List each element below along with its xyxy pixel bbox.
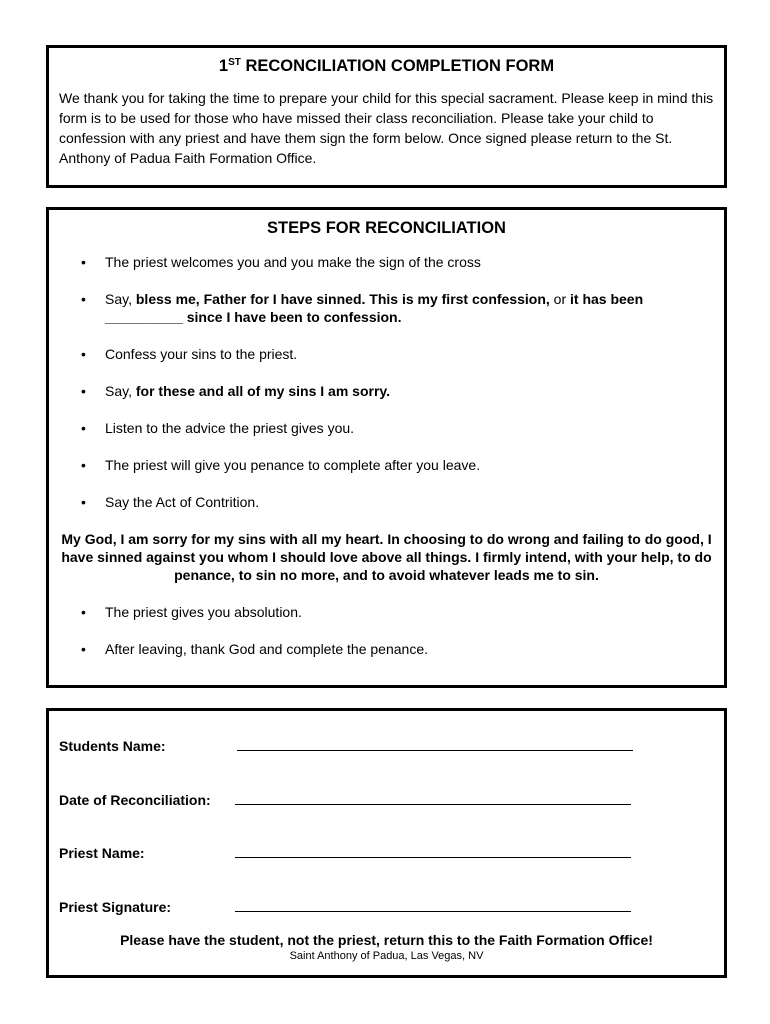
step-item: • Say the Act of Contrition.: [81, 494, 260, 510]
bullet-icon: •: [81, 494, 86, 510]
bullet-icon: •: [81, 604, 86, 620]
step-item: • The priest gives you absolution.: [81, 604, 302, 620]
step-item: • Say, bless me, Father for I have sinned. This is my first confession, or it has been __________ since I have been to confession.: [81, 291, 644, 325]
priest-name-label: Priest Name:: [59, 845, 145, 861]
step-item: • The priest will give you penance to complete after you leave.: [81, 457, 481, 473]
steps-box: [46, 207, 727, 688]
date-of-reconciliation-label: Date of Reconciliation:: [59, 792, 211, 808]
act-of-contrition-prayer: My God, I am sorry for my sins with all my heart. In choosing to do wrong and failing to do good, I have sinned against you whom I should love above all things. I firmly intend, with your help, to do penance, to sin no more, and to avoid whatever leads me to sin.: [61, 531, 712, 583]
step-item: • Say, for these and all of my sins I am sorry.: [81, 383, 391, 399]
bullet-icon: •: [81, 641, 86, 657]
bullet-icon: •: [81, 383, 86, 399]
signature-form-box: [46, 708, 727, 978]
bullet-icon: •: [81, 420, 86, 436]
date-of-reconciliation-field[interactable]: [235, 804, 631, 805]
return-instruction-note: Please have the student, not the priest, return this to the Faith Formation Office!: [120, 932, 653, 948]
steps-list: [49, 253, 724, 511]
step-item: • Listen to the advice the priest gives you.: [81, 420, 355, 436]
intro-paragraph: We thank you for taking the time to prepare your child for this special sacrament. Please keep in mind this form is to be used for those who have missed their class reconciliation. Please take your child to confession with any priest and have them sign the form below. Once signed please return to the St. Anthony of Padua Faith Formation Office.: [59, 90, 714, 166]
steps-title: STEPS FOR RECONCILIATION: [267, 219, 506, 237]
step-item: • The priest welcomes you and you make the sign of the cross: [81, 254, 481, 270]
bullet-icon: •: [81, 346, 86, 362]
priest-signature-field[interactable]: [235, 911, 631, 912]
steps-list-after: [49, 603, 724, 658]
step-item: • Confess your sins to the priest.: [81, 346, 298, 362]
completion-form-header-box: [46, 45, 727, 188]
step-item: • After leaving, thank God and complete the penance.: [81, 641, 428, 657]
bullet-icon: •: [81, 254, 86, 270]
students-name-field[interactable]: [237, 750, 633, 751]
bullet-icon: •: [81, 457, 86, 473]
bullet-icon: •: [81, 291, 86, 307]
students-name-label: Students Name:: [59, 738, 166, 754]
parish-address: Saint Anthony of Padua, Las Vegas, NV: [289, 950, 484, 962]
priest-name-field[interactable]: [235, 857, 631, 858]
form-title: 1ST RECONCILIATION COMPLETION FORM: [218, 57, 555, 75]
priest-signature-label: Priest Signature:: [59, 899, 172, 915]
